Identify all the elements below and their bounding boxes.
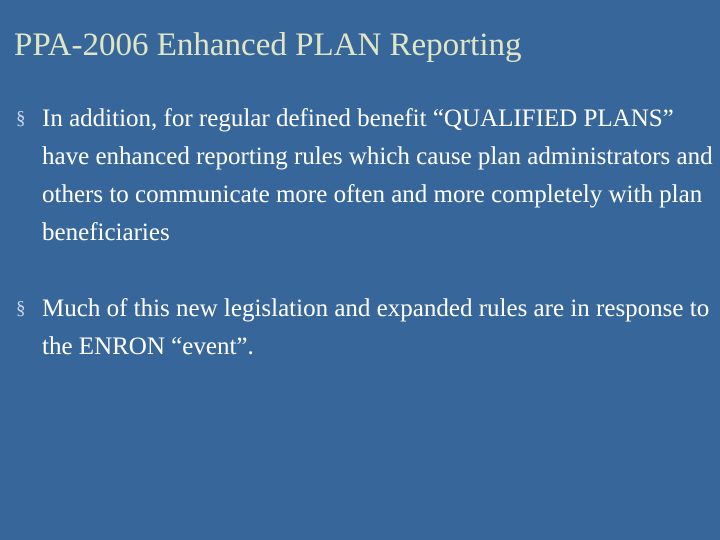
bullet-text: In addition, for regular defined benefit “QUALIFIED PLANS” have enhanced reporting rules which cause plan administrators and others to communicate more often and more completely with plan beneficiaries <box>42 105 713 246</box>
bullet-marker-icon: § <box>16 108 26 129</box>
slide-title: PPA-2006 Enhanced PLAN Reporting <box>14 27 522 63</box>
bullet-item <box>14 100 714 252</box>
bullet-list <box>14 100 714 366</box>
bullet-text: Much of this new legislation and expanded rules are in response to the ENRON “event”. <box>42 295 710 360</box>
bullet-item <box>14 290 714 366</box>
bullet-marker-icon: § <box>16 298 26 319</box>
